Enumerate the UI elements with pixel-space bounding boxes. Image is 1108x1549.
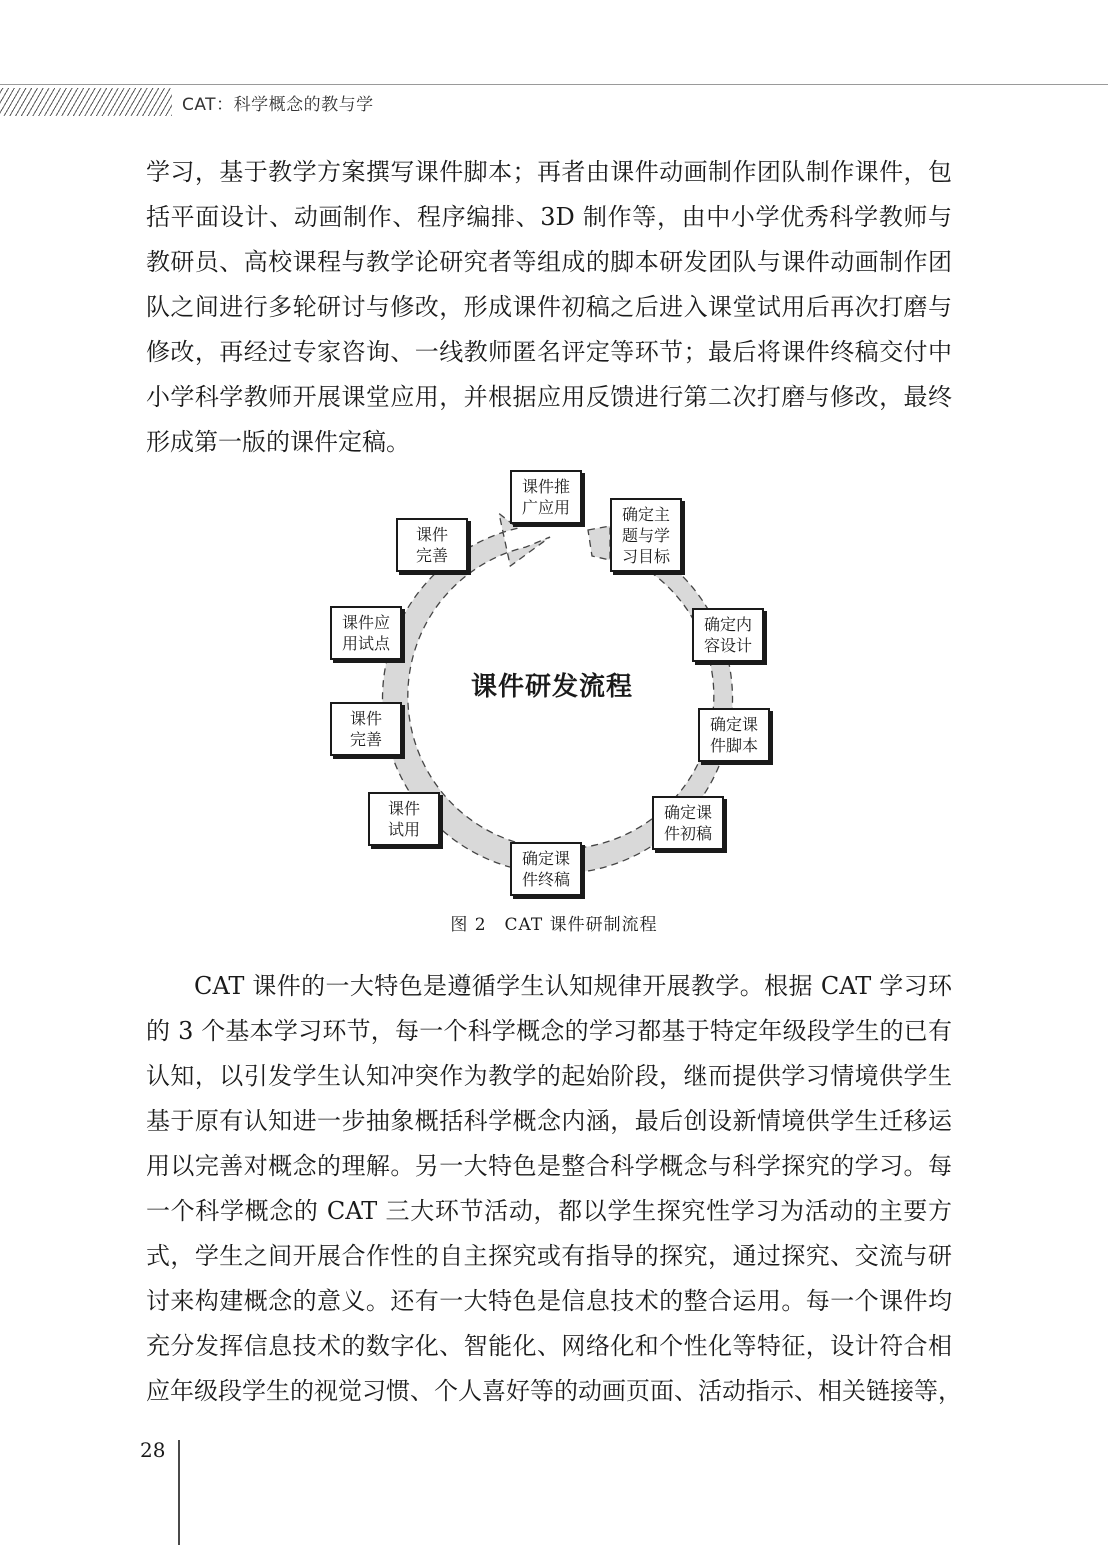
text-line: 认知，以引发学生认知冲突作为教学的起始阶段，继而提供学习情境供学生 bbox=[146, 1062, 952, 1090]
text-line: 的 3 个基本学习环节，每一个科学概念的学习都基于特定年级段学生的已有 bbox=[146, 1017, 952, 1045]
text-line: 基于原有认知进一步抽象概括科学概念内涵，最后创设新情境供学生迁移运 bbox=[146, 1107, 952, 1135]
step-label: 容设计 bbox=[703, 636, 752, 655]
text-line: 一个科学概念的 CAT 三大环节活动，都以学生探究性学习为活动的主要方 bbox=[146, 1197, 952, 1225]
step-box-improve-2 bbox=[396, 518, 468, 572]
step-label: 课件 bbox=[415, 525, 448, 544]
cycle-ring-tail bbox=[588, 526, 610, 560]
step-label: 课件 bbox=[349, 709, 382, 728]
text-line: 教研员、高校课程与教学论研究者等组成的脚本研发团队与课件动画制作团 bbox=[146, 248, 952, 276]
step-box-promote bbox=[510, 470, 582, 524]
step-label: 课件推 bbox=[521, 477, 570, 496]
step-label: 确定课 bbox=[663, 803, 712, 822]
step-label: 试用 bbox=[387, 820, 420, 839]
page-number: 28 bbox=[140, 1438, 166, 1462]
step-label: 完善 bbox=[415, 546, 448, 565]
footer-rule bbox=[178, 1440, 180, 1545]
text-line: 修改，再经过专家咨询、一线教师匿名评定等环节；最后将课件终稿交付中 bbox=[146, 338, 952, 366]
step-label: 件脚本 bbox=[709, 736, 758, 755]
step-label: 题与学 bbox=[621, 525, 670, 545]
step-label: 广应用 bbox=[521, 498, 570, 517]
step-box-script bbox=[698, 708, 770, 762]
text-line: 小学科学教师开展课堂应用，并根据应用反馈进行第二次打磨与修改，最终 bbox=[146, 383, 952, 411]
text-line: 式，学生之间开展合作性的自主探究或有指导的探究，通过探究、交流与研 bbox=[146, 1242, 952, 1270]
paragraph-1 bbox=[146, 150, 952, 465]
step-label: 确定课 bbox=[521, 849, 570, 868]
running-head: CAT：科学概念的教与学 bbox=[182, 95, 374, 115]
step-label: 确定课 bbox=[709, 715, 758, 734]
text-line: 括平面设计、动画制作、程序编排、3D 制作等，由中小学优秀科学教师与 bbox=[146, 203, 952, 231]
step-box-pilot bbox=[330, 606, 402, 660]
step-label: 件初稿 bbox=[663, 824, 712, 843]
step-box-trial bbox=[368, 792, 440, 846]
paragraph-2 bbox=[146, 964, 962, 1414]
step-label: 确定内 bbox=[703, 615, 752, 634]
step-box-final bbox=[510, 842, 582, 896]
step-label: 完善 bbox=[349, 730, 382, 749]
step-label: 确定主 bbox=[621, 504, 670, 524]
text-line: 学习，基于教学方案撰写课件脚本；再者由课件动画制作团队制作课件，包 bbox=[146, 158, 952, 186]
text-line: 队之间进行多轮研讨与修改，形成课件初稿之后进入课堂试用后再次打磨与 bbox=[146, 293, 952, 321]
text-line: 应年级段学生的视觉习惯、个人喜好等的动画页面、活动指示、相关链接等， bbox=[146, 1377, 962, 1405]
figure-caption: 图 2 CAT 课件研制流程 bbox=[450, 915, 658, 935]
process-cycle-diagram bbox=[300, 460, 810, 900]
step-box-content bbox=[692, 608, 764, 662]
text-line: 形成第一版的课件定稿。 bbox=[146, 428, 410, 456]
step-box-topic bbox=[610, 498, 682, 572]
step-label: 件终稿 bbox=[521, 870, 570, 889]
step-label: 习目标 bbox=[621, 546, 670, 566]
text-line: 讨来构建概念的意义。还有一大特色是信息技术的整合运用。每一个课件均 bbox=[146, 1287, 952, 1315]
text-line: CAT 课件的一大特色是遵循学生认知规律开展教学。根据 CAT 学习环 bbox=[194, 972, 952, 1000]
step-label: 课件 bbox=[387, 799, 420, 818]
cycle-center-title: 课件研发流程 bbox=[470, 672, 633, 702]
header-rule bbox=[0, 84, 1108, 85]
step-box-improve-1 bbox=[330, 702, 402, 756]
step-label: 用试点 bbox=[341, 634, 390, 653]
header-hatch-decoration bbox=[0, 88, 172, 116]
step-box-draft bbox=[652, 796, 724, 850]
text-line: 充分发挥信息技术的数字化、智能化、网络化和个性化等特征，设计符合相 bbox=[146, 1332, 952, 1360]
step-label: 课件应 bbox=[341, 613, 390, 632]
text-line: 用以完善对概念的理解。另一大特色是整合科学概念与科学探究的学习。每 bbox=[146, 1152, 952, 1180]
